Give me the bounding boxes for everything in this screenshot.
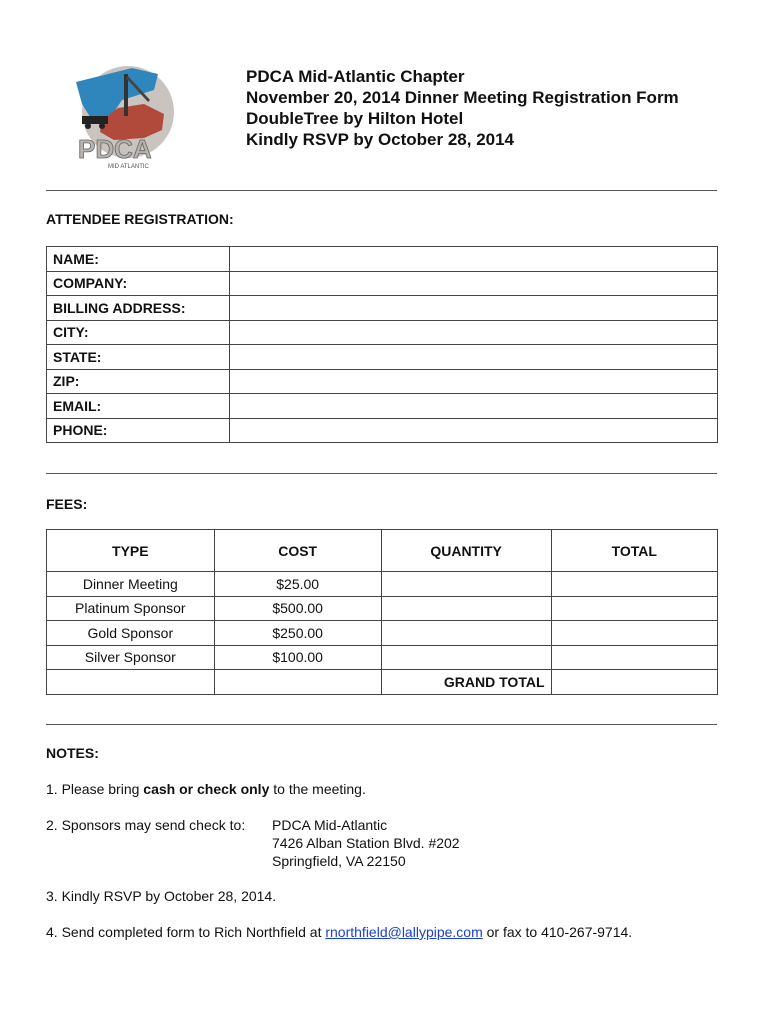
table-header-row bbox=[47, 530, 718, 572]
name-input[interactable] bbox=[230, 247, 718, 272]
header-line-1: PDCA Mid-Atlantic Chapter bbox=[246, 67, 465, 86]
email-input[interactable] bbox=[230, 394, 718, 419]
address-line-3: Springfield, VA 22150 bbox=[272, 853, 406, 869]
zip-input[interactable] bbox=[230, 369, 718, 394]
svg-text:PDCA: PDCA bbox=[78, 134, 152, 164]
total-input[interactable] bbox=[551, 572, 718, 597]
fee-type: Dinner Meeting bbox=[47, 572, 215, 597]
state-input[interactable] bbox=[230, 345, 718, 370]
company-input[interactable] bbox=[230, 271, 718, 296]
field-label: NAME: bbox=[47, 247, 230, 272]
form-header bbox=[246, 66, 679, 150]
total-input[interactable] bbox=[551, 596, 718, 621]
field-label: ZIP: bbox=[47, 369, 230, 394]
quantity-input[interactable] bbox=[381, 596, 551, 621]
table-row bbox=[47, 345, 718, 370]
table-row bbox=[47, 296, 718, 321]
column-header: TOTAL bbox=[551, 530, 718, 572]
field-label: STATE: bbox=[47, 345, 230, 370]
address-line-1: PDCA Mid-Atlantic bbox=[272, 817, 388, 833]
divider bbox=[46, 190, 717, 191]
city-input[interactable] bbox=[230, 320, 718, 345]
table-row bbox=[47, 320, 718, 345]
address-line-2: 7426 Alban Station Blvd. #202 bbox=[272, 835, 460, 851]
pdca-logo bbox=[62, 60, 182, 172]
fee-type: Gold Sponsor bbox=[47, 621, 215, 646]
fees-table bbox=[46, 529, 718, 695]
note-2: 2. Sponsors may send check to: bbox=[46, 817, 246, 833]
note-1: 1. Please bring cash or check only to the meeting. bbox=[46, 781, 366, 797]
logo-text bbox=[78, 134, 152, 164]
note-3: 3. Kindly RSVP by October 28, 2014. bbox=[46, 888, 277, 904]
billing-address-input[interactable] bbox=[230, 296, 718, 321]
attendee-table bbox=[46, 246, 718, 443]
table-row bbox=[47, 369, 718, 394]
logo-subtext: MID ATLANTIC bbox=[108, 164, 149, 170]
column-header: QUANTITY bbox=[381, 530, 551, 572]
column-header: TYPE bbox=[47, 530, 215, 572]
divider bbox=[46, 724, 717, 725]
table-row bbox=[47, 645, 718, 670]
header-line-4: Kindly RSVP by October 28, 2014 bbox=[246, 130, 515, 149]
attendee-section-title: ATTENDEE REGISTRATION: bbox=[46, 211, 234, 227]
table-row bbox=[47, 596, 718, 621]
email-link[interactable]: rnorthfield@lallypipe.com bbox=[325, 924, 483, 940]
header-line-2: November 20, 2014 Dinner Meeting Registration Form bbox=[246, 88, 679, 107]
phone-input[interactable] bbox=[230, 418, 718, 443]
empty-cell bbox=[47, 670, 215, 695]
table-row bbox=[47, 247, 718, 272]
field-label: PHONE: bbox=[47, 418, 230, 443]
field-label: EMAIL: bbox=[47, 394, 230, 419]
quantity-input[interactable] bbox=[381, 645, 551, 670]
quantity-input[interactable] bbox=[381, 572, 551, 597]
table-row bbox=[47, 271, 718, 296]
fee-type: Silver Sponsor bbox=[47, 645, 215, 670]
fees-section-title: FEES: bbox=[46, 496, 88, 512]
field-label: BILLING ADDRESS: bbox=[47, 296, 230, 321]
fee-cost: $100.00 bbox=[214, 645, 381, 670]
empty-cell bbox=[214, 670, 381, 695]
field-label: CITY: bbox=[47, 320, 230, 345]
table-row bbox=[47, 621, 718, 646]
table-row bbox=[47, 418, 718, 443]
table-row bbox=[47, 394, 718, 419]
total-input[interactable] bbox=[551, 621, 718, 646]
table-row bbox=[47, 572, 718, 597]
quantity-input[interactable] bbox=[381, 621, 551, 646]
fee-cost: $25.00 bbox=[214, 572, 381, 597]
field-label: COMPANY: bbox=[47, 271, 230, 296]
grand-total-input[interactable] bbox=[551, 670, 718, 695]
total-input[interactable] bbox=[551, 645, 718, 670]
fee-cost: $250.00 bbox=[214, 621, 381, 646]
fee-cost: $500.00 bbox=[214, 596, 381, 621]
grand-total-label: GRAND TOTAL bbox=[381, 670, 551, 695]
column-header: COST bbox=[214, 530, 381, 572]
grand-total-row bbox=[47, 670, 718, 695]
divider bbox=[46, 473, 717, 474]
fee-type: Platinum Sponsor bbox=[47, 596, 215, 621]
note-4: 4. Send completed form to Rich Northfield at rnorthfield@lallypipe.com or fax to 410-267-9714. bbox=[46, 924, 633, 940]
header-line-3: DoubleTree by Hilton Hotel bbox=[246, 109, 464, 128]
notes-section-title: NOTES: bbox=[46, 745, 99, 761]
